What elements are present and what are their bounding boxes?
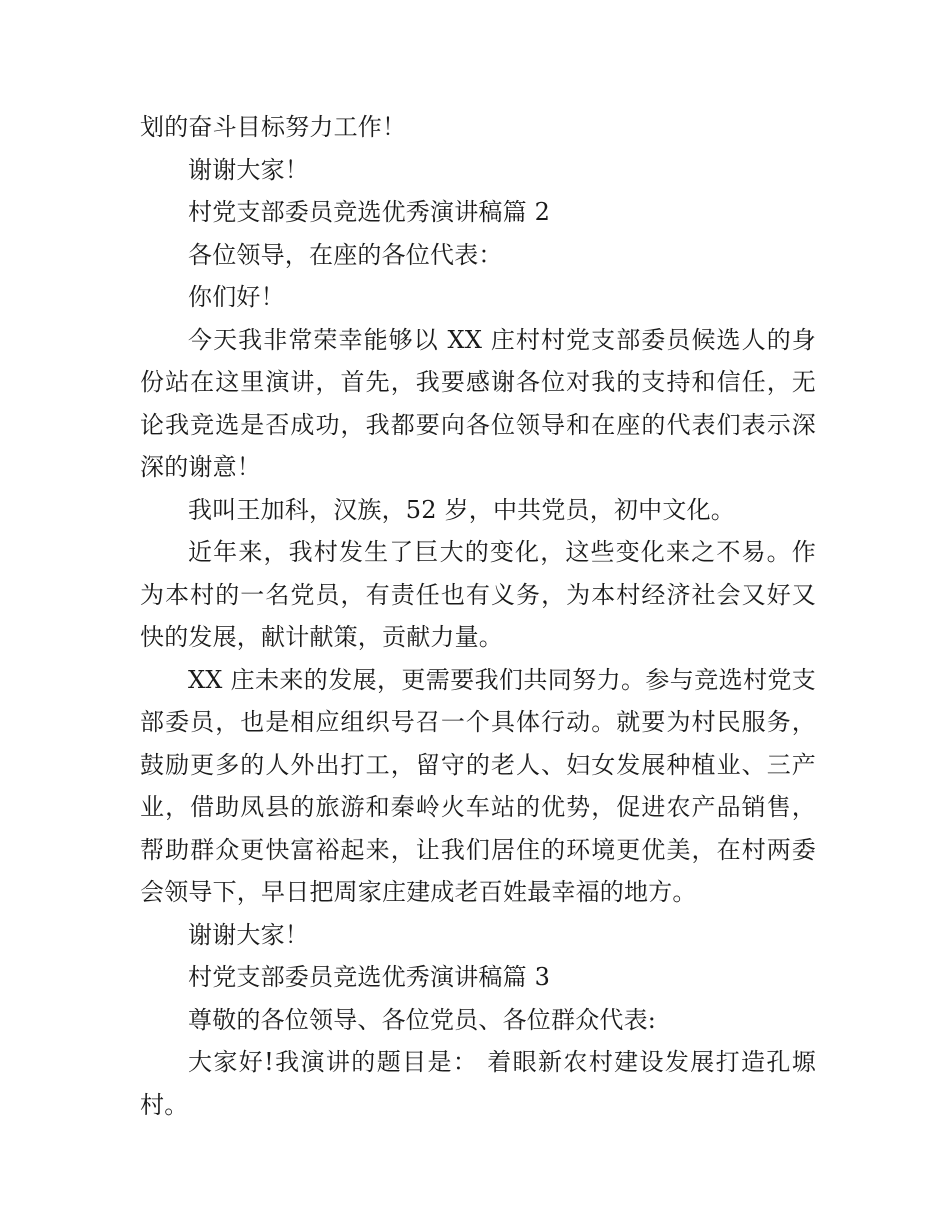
salutation: 各位领导，在座的各位代表： [188, 240, 503, 269]
salutation: 尊敬的各位领导、各位党员、各位群众代表: [188, 1005, 657, 1034]
paragraph: 近年来，我村发生了巨大的变化，这些变化来之不易。作为本村的一名党员，有责任也有义务，为本村经济社会又好又快的发展，献计献策，贡献力量。 [140, 538, 816, 651]
paragraph: 谢谢大家！ [188, 155, 309, 184]
greeting: 你们好！ [188, 283, 285, 311]
paragraph: 我叫王加科，汉族，52 岁，中共党员，初中文化。 [188, 495, 735, 524]
section-heading: 村党支部委员竞选优秀演讲稿篇 3 [188, 963, 551, 991]
section-heading: 村党支部委员竞选优秀演讲稿篇 2 [188, 198, 551, 226]
paragraph: 划的奋斗目标努力工作！ [140, 113, 407, 141]
paragraph: 大家好!我演讲的题目是： 着眼新农村建设发展打造孔塬村。 [140, 1048, 816, 1119]
document-body [140, 106, 816, 1126]
paragraph: 谢谢大家！ [188, 920, 309, 949]
paragraph: XX 庄未来的发展，更需要我们共同努力。参与竞选村党支部委员，也是相应组织号召一个具体行动。就要为村民服务，鼓励更多的人外出打工，留守的老人、妇女发展种植业、三产业，借助凤县的旅游和秦岭火车站的优势，促进农产品销售，帮助群众更快富裕起来，让我们居住的环境更优美，在村两委会领导下，早日把周家庄建成老百姓最幸福的地方。 [140, 665, 816, 906]
paragraph: 今天我非常荣幸能够以 XX 庄村村党支部委员候选人的身份站在这里演讲，首先，我要感谢各位对我的支持和信任，无论我竞选是否成功，我都要向各位领导和在座的代表们表示深深的谢意！ [140, 325, 816, 481]
